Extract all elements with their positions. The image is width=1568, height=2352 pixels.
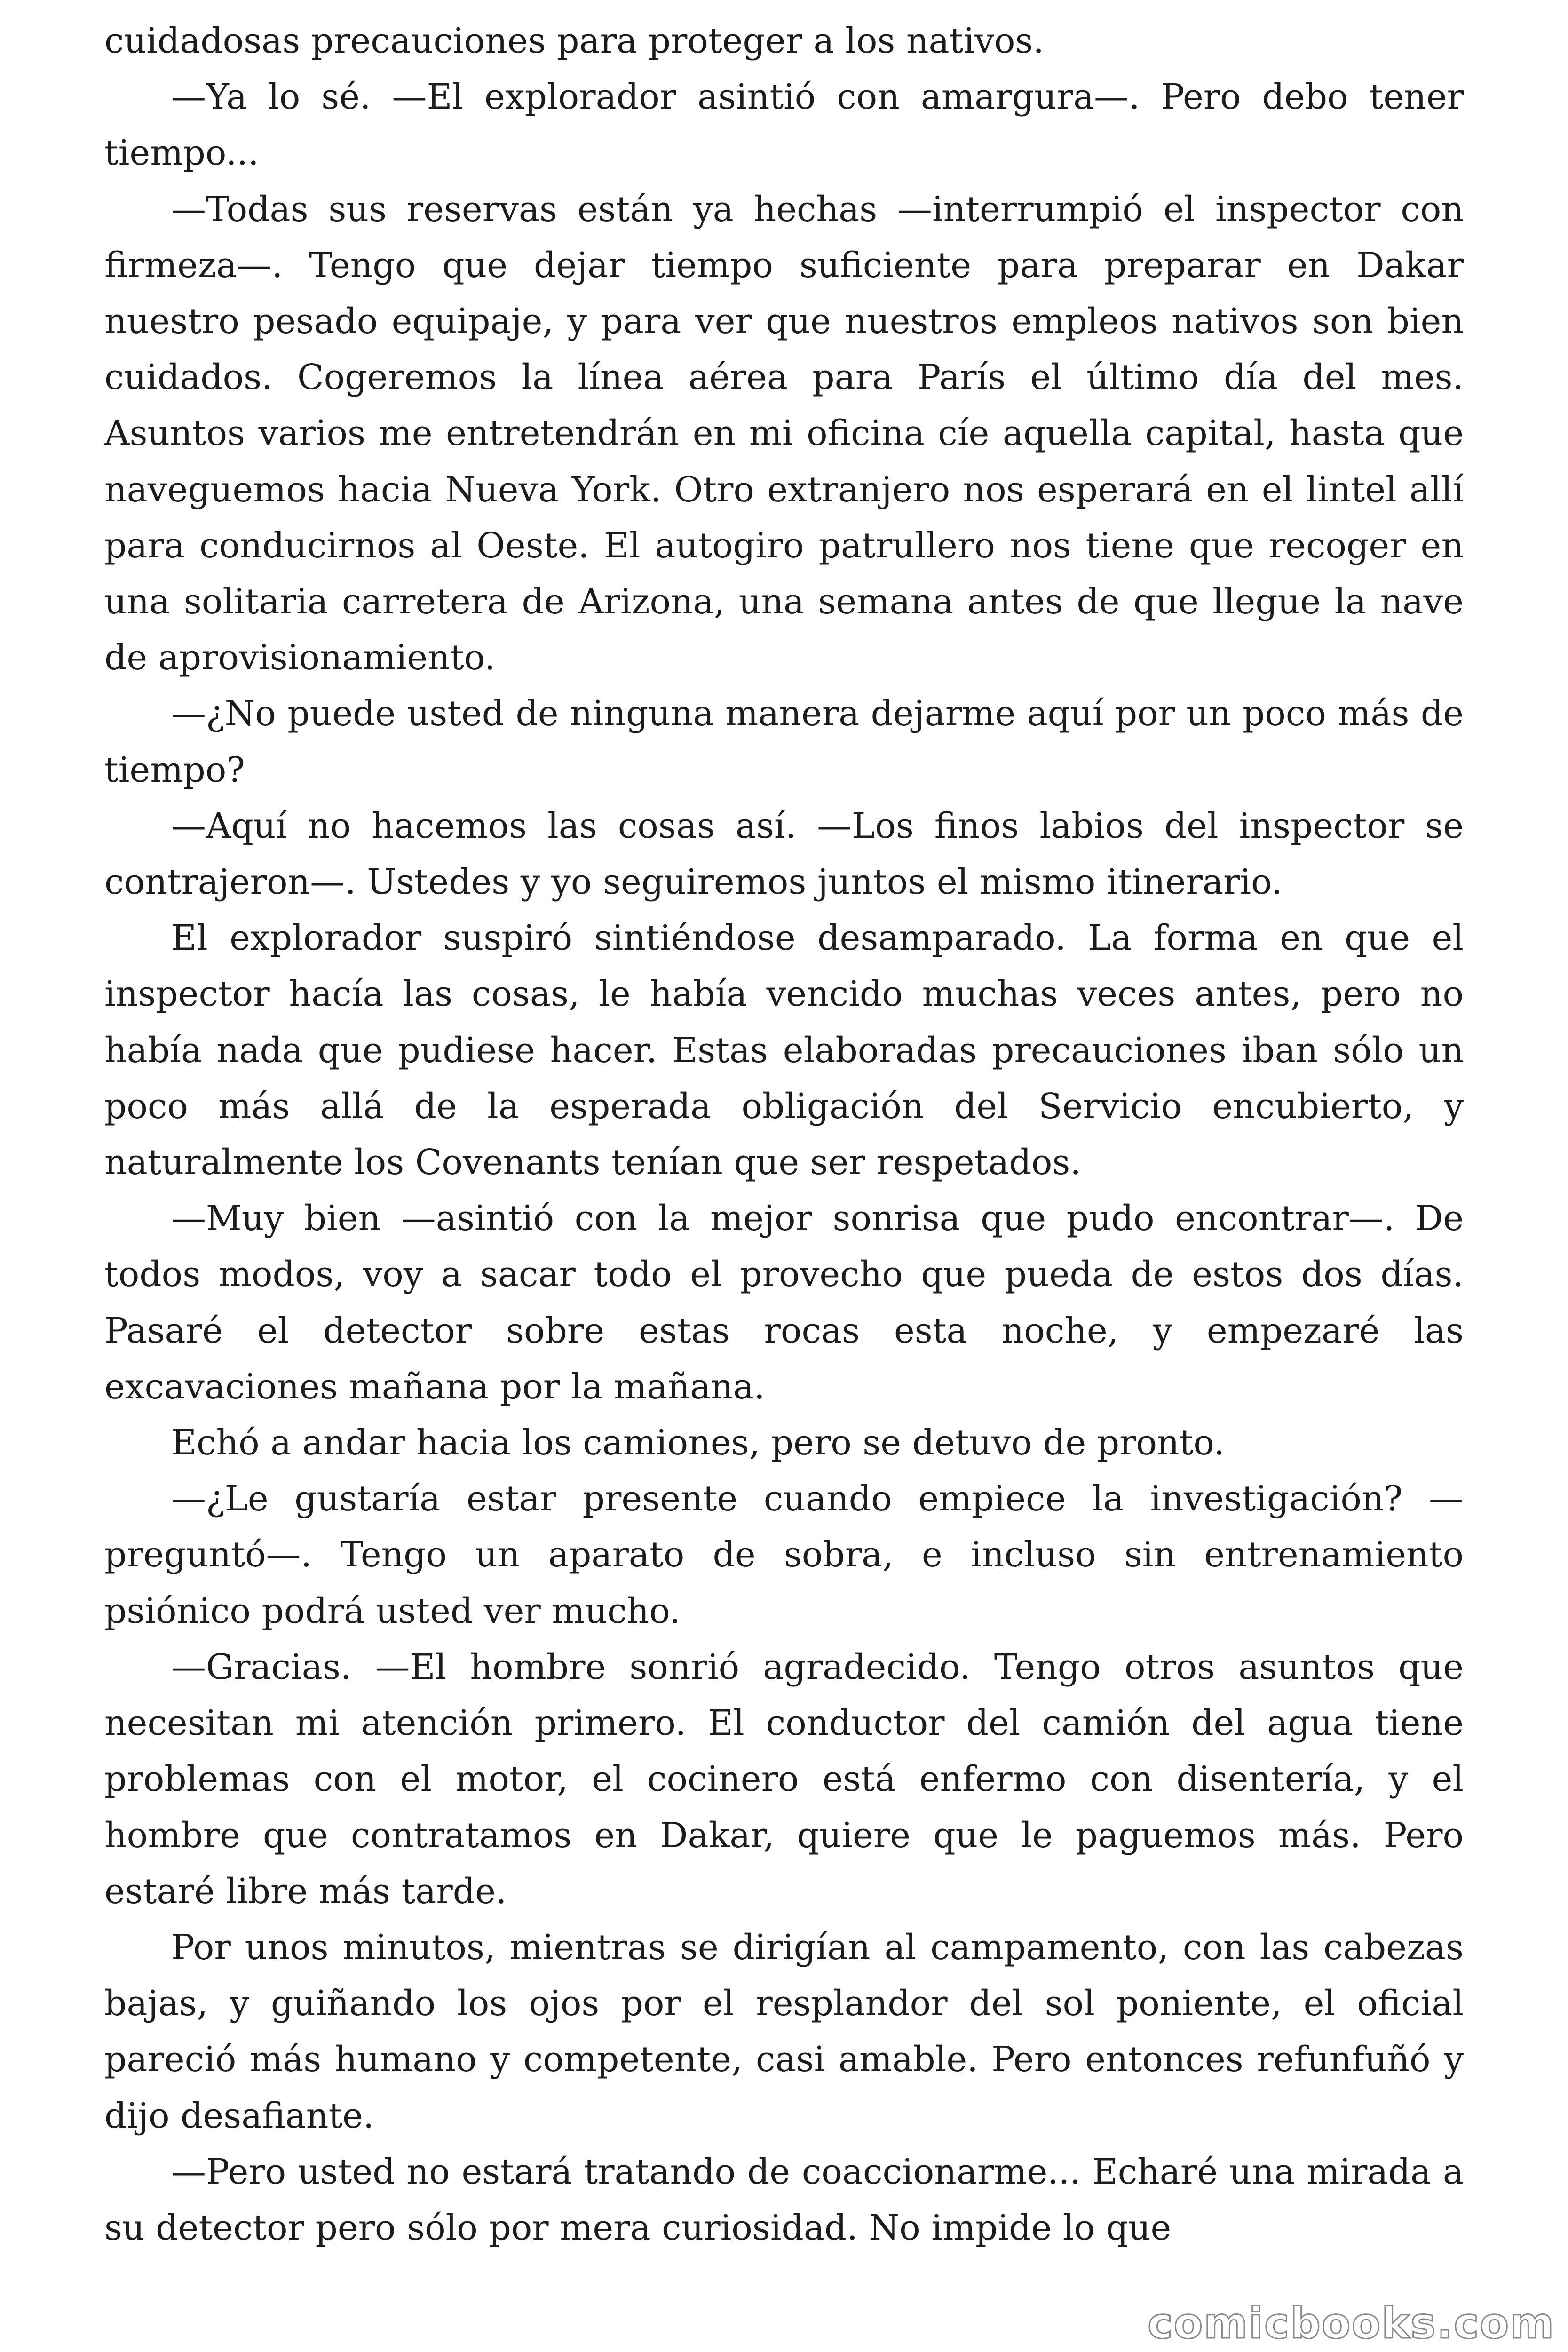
paragraph: —Todas sus reservas están ya hechas —interrumpió el inspector con firmeza—. Tengo que dejar tiempo suficiente para preparar en Dakar nuestro pesado equipaje, y para ver que nuestros empleos nativos son bien cuidados. Cogeremos la línea aérea para París el último día del mes. Asuntos varios me entretendrán en mi oficina cíe aquella capital, hasta que naveguemos hacia Nueva York. Otro extranjero nos esperará en el lintel allí para conducirnos al Oeste. El autogiro patrullero nos tiene que recoger en una solitaria carretera de Arizona, una semana antes de que llegue la nave de aprovisionamiento. (104, 189, 1464, 678)
paragraph: —Aquí no hacemos las cosas así. —Los finos labios del inspector se contrajeron—. Ustedes y yo seguiremos juntos el mismo itinerario. (104, 805, 1464, 903)
book-page-text (104, 13, 1464, 2256)
paragraph: Echó a andar hacia los camiones, pero se detuvo de pronto. (171, 1422, 1225, 1463)
paragraph: —¿Le gustaría estar presente cuando empiece la investigación? —preguntó—. Tengo un aparato de sobra, e incluso sin entrenamiento psiónico podrá usted ver mucho. (104, 1478, 1464, 1631)
paragraph: —Ya lo sé. —El explorador asintió con amargura—. Pero debo tener tiempo... (104, 77, 1464, 174)
paragraph: —Pero usted no estará tratando de coaccionarme... Echaré una mirada a su detector pero sólo por mera curiosidad. No impide lo que (104, 2151, 1464, 2248)
paragraph: —¿No puede usted de ninguna manera dejarme aquí por un poco más de tiempo? (104, 693, 1464, 790)
paragraph-continuation: cuidadosas precauciones para proteger a los nativos. (104, 21, 1044, 61)
paragraph: —Gracias. —El hombre sonrió agradecido. Tengo otros asuntos que necesitan mi atención primero. El conductor del camión del agua tiene problemas con el motor, el cocinero está enfermo con disentería, y el hombre que contratamos en Dakar, quiere que le paguemos más. Pero estaré libre más tarde. (104, 1646, 1464, 1912)
paragraph: —Muy bien —asintió con la mejor sonrisa que pudo encontrar—. De todos modos, voy a sacar todo el provecho que pueda de estos dos días. Pasaré el detector sobre estas rocas esta noche, y empezaré las excavaciones mañana por la mañana. (104, 1198, 1464, 1407)
watermark-text: comicbooks.com (1148, 2299, 1555, 2348)
paragraph: Por unos minutos, mientras se dirigían al campamento, con las cabezas bajas, y guiñando los ojos por el resplandor del sol poniente, el oficial pareció más humano y competente, casi amable. Pero entonces refunfuñó y dijo desafiante. (104, 1927, 1464, 2136)
paragraph: El explorador suspiró sintiéndose desamparado. La forma en que el inspector hacía las cosas, le había vencido muchas veces antes, pero no había nada que pudiese hacer. Estas elaboradas precauciones iban sólo un poco más allá de la esperada obligación del Servicio encubierto, y naturalmente los Covenants tenían que ser respetados. (104, 918, 1464, 1183)
